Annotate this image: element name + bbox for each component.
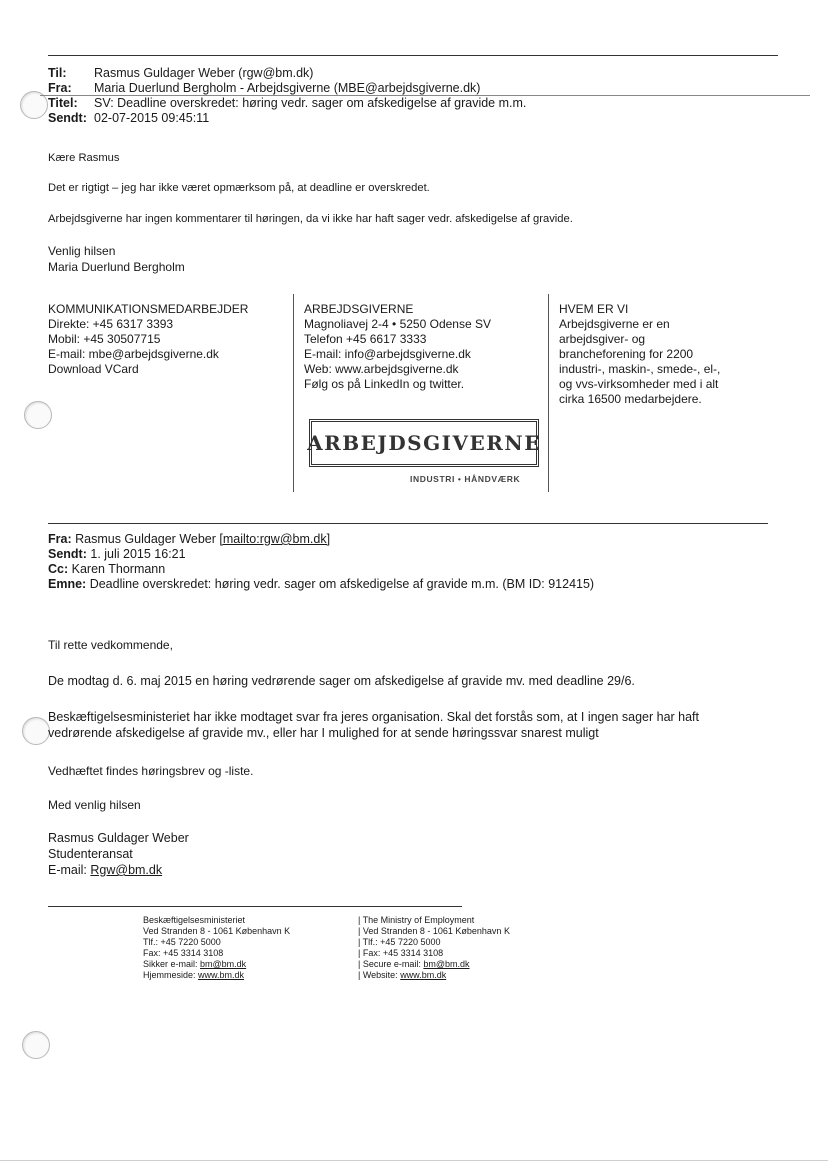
bottom-scan-edge (0, 1160, 828, 1161)
footer-secure-email-link-en[interactable]: bm@bm.dk (423, 959, 470, 969)
forward-separator (48, 523, 768, 524)
fwd-sent-row: Sendt: 1. juli 2015 16:21 (48, 547, 186, 561)
sig-divider-2 (548, 294, 549, 492)
reply-para-2: Arbejdsgiverne har ingen kommentarer til høringen, da vi ikke har haft sager vedr. afskedigelse af gravide. (48, 213, 573, 225)
company-name: ARBEJDSGIVERNE (304, 302, 414, 316)
company-web: Web: www.arbejdsgiverne.dk (304, 362, 459, 376)
company-logo (309, 419, 539, 467)
scan-mark-line (40, 95, 810, 96)
reply-sender-name: Maria Duerlund Bergholm (48, 260, 185, 274)
footer-website-link-en[interactable]: www.bm.dk (400, 970, 447, 980)
fwd-cc-row: Cc: Karen Thormann (48, 562, 166, 576)
orig-sender-name: Rasmus Guldager Weber (48, 831, 189, 845)
sent-row: Sendt: 02-07-2015 09:45:11 (48, 111, 210, 125)
from-row: Fra: Maria Duerlund Bergholm - Arbejdsgiverne (MBE@arbejdsgiverne.dk) (48, 81, 481, 95)
orig-closing: Med venlig hilsen (48, 798, 141, 812)
orig-sender-email: E-mail: Rgw@bm.dk (48, 863, 163, 877)
punch-hole-4 (22, 1031, 50, 1059)
signature-col-company (304, 302, 491, 392)
subject-value: SV: Deadline overskredet: høring vedr. sager om afskedigelse af gravide m.m. (94, 96, 527, 110)
about-line: og vvs-virksomheder med i alt (559, 377, 719, 391)
punch-hole-2 (24, 401, 52, 429)
orig-signature (48, 830, 189, 878)
orig-para-3: Vedhæftet findes høringsbrev og -liste. (48, 764, 254, 778)
company-address: Magnoliavej 2-4 • 5250 Odense SV (304, 317, 491, 331)
sig-direct-phone: Direkte: +45 6317 3393 (48, 317, 174, 331)
sig-email: E-mail: mbe@arbejdsgiverne.dk (48, 347, 219, 361)
sig-title: KOMMUNIKATIONSMEDARBEJDER (48, 302, 249, 316)
orig-para-1: De modtag d. 6. maj 2015 en høring vedrørende sager om afskedigelse af gravide mv. med deadline 29/6. (48, 674, 635, 688)
to-row: Til: Rasmus Guldager Weber (rgw@bm.dk) (48, 66, 314, 80)
reply-para-1: Det er rigtigt – jeg har ikke været opmærksom på, at deadline er overskredet. (48, 182, 430, 194)
footer-english: | The Ministry of Employment | Ved Stranden 8 - 1061 København K | Tlf.: +45 7220 5000 | Fax: +45 3314 3108 | Secure e-mail: bm@bm.dk | Website: www.bm.dk (358, 915, 510, 980)
about-line: arbejdsgiver- og (559, 332, 646, 346)
footer-rule (48, 906, 462, 907)
reply-greeting: Kære Rasmus (48, 152, 120, 164)
about-line: industri-, maskin-, smede-, el-, (559, 362, 721, 376)
sig-divider-1 (293, 294, 294, 492)
signature-col-about (559, 302, 720, 407)
from-value: Maria Duerlund Bergholm - Arbejdsgiverne (MBE@arbejdsgiverne.dk) (94, 81, 481, 95)
punch-hole-3 (22, 717, 50, 745)
orig-sender-role: Studenteransat (48, 847, 133, 861)
orig-email-link[interactable]: Rgw@bm.dk (90, 863, 163, 877)
logo-tagline: INDUSTRI • HÅNDVÆRK (410, 474, 521, 484)
about-line: Arbejdsgiverne er en (559, 317, 670, 331)
footer-secure-email-link[interactable]: bm@bm.dk (200, 959, 247, 969)
company-phone: Telefon +45 6617 3333 (304, 332, 427, 346)
company-email: E-mail: info@arbejdsgiverne.dk (304, 347, 471, 361)
to-value: Rasmus Guldager Weber (rgw@bm.dk) (94, 66, 314, 80)
company-social: Følg os på LinkedIn og twitter. (304, 377, 465, 391)
fwd-from-row: Fra: Rasmus Guldager Weber [mailto:rgw@bm.dk] (48, 532, 331, 546)
sent-value: 02-07-2015 09:45:11 (94, 111, 210, 125)
top-rule (48, 55, 778, 56)
sig-vcard-link[interactable]: Download VCard (48, 362, 139, 376)
fwd-subject-row: Emne: Deadline overskredet: høring vedr. sager om afskedigelse af gravide m.m. (BM ID: 912415) (48, 577, 595, 591)
email-header (48, 66, 788, 126)
signature-col-contact (48, 302, 248, 377)
orig-para-2: Beskæftigelsesministeriet har ikke modtaget svar fra jeres organisation. Skal det forstås som, at I ingen sager har haft vedrørende afskedigelse af gravide mv., eller har I mulighed for at sende høringssvar snarest muligt (48, 710, 700, 740)
orig-greeting: Til rette vedkommende, (48, 638, 173, 652)
about-line: cirka 16500 medarbejdere. (559, 392, 702, 406)
subject-row: Titel: SV: Deadline overskredet: høring vedr. sager om afskedigelse af gravide m.m. (48, 96, 527, 110)
about-title: HVEM ER VI (559, 302, 629, 316)
footer-website-link[interactable]: www.bm.dk (198, 970, 245, 980)
footer-danish: Beskæftigelsesministeriet Ved Stranden 8 - 1061 København K Tlf.: +45 7220 5000 Fax: +45 3314 3108 Sikker e-mail: bm@bm.dk Hjemmeside: www.bm.dk (143, 915, 291, 980)
logo-wordmark: ARBEJDSGIVERNE (307, 431, 541, 455)
sig-mobile: Mobil: +45 30507715 (48, 332, 161, 346)
fwd-mailto-link[interactable]: [mailto:rgw@bm.dk] (219, 532, 331, 546)
about-line: brancheforening for 2200 (559, 347, 694, 361)
forwarded-header (48, 532, 808, 592)
reply-closing: Venlig hilsen (48, 244, 116, 258)
